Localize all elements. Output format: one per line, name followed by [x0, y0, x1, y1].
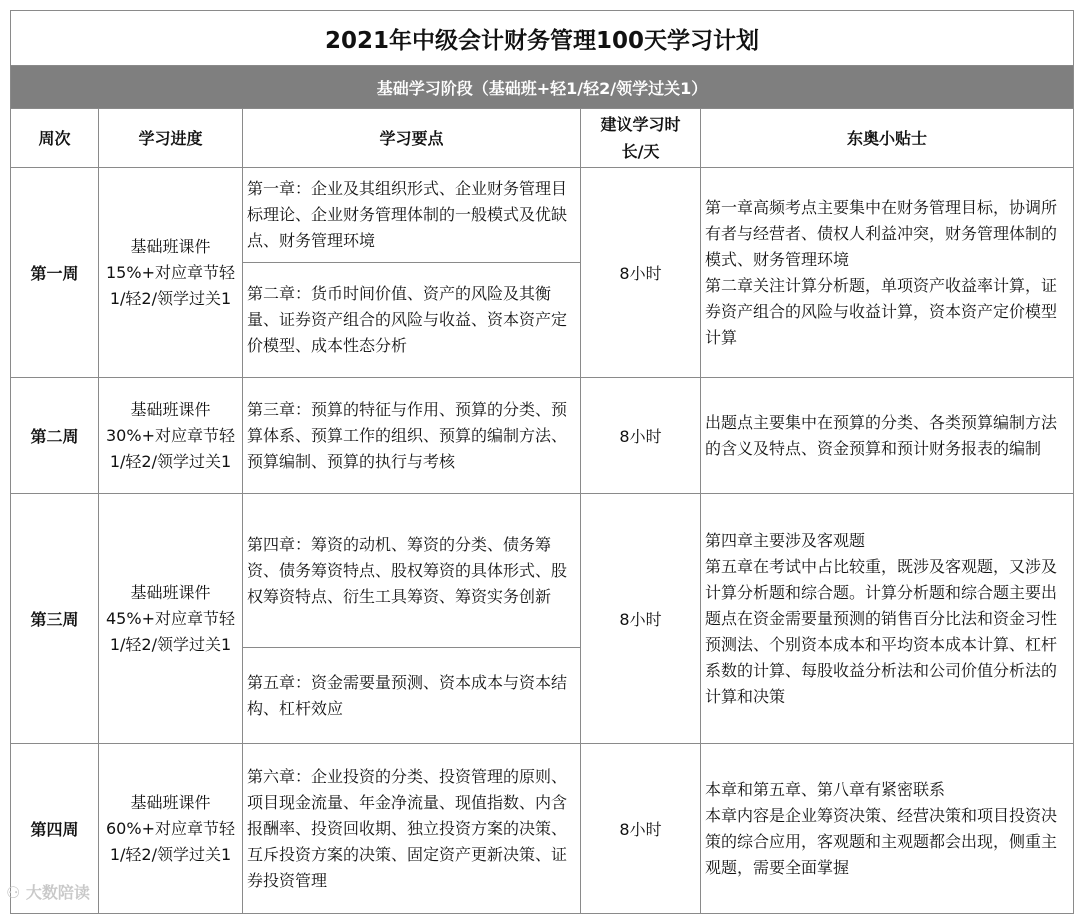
watermark-logo-icon: ⚇ [6, 883, 21, 902]
point-cell: 第一章：企业及其组织形式、企业财务管理目标理论、企业财务管理体制的一般模式及优缺点、财务管理环境 [243, 168, 581, 263]
header-week: 周次 [11, 109, 99, 168]
point-cell: 第三章：预算的特征与作用、预算的分类、预算体系、预算工作的组织、预算的编制方法、预算编制、预算的执行与考核 [243, 378, 581, 494]
tip-line: 本章内容是企业筹资决策、经营决策和项目投资决策的综合应用，客观题和主观题都会出现，侧重主观题，需要全面掌握 [705, 805, 1058, 877]
tip-cell [701, 378, 1074, 494]
tip-cell [701, 744, 1074, 914]
header-points: 学习要点 [243, 109, 581, 168]
week-cell: 第二周 [11, 378, 99, 494]
hours-cell: 8小时 [581, 378, 701, 494]
hours-cell: 8小时 [581, 744, 701, 914]
tip-line: 第一章高频考点主要集中在财务管理目标，协调所有者与经营者、债权人利益冲突，财务管理体制的模式、财务管理环境 [705, 197, 1058, 269]
page-title: 2021年中级会计财务管理100天学习计划 [11, 11, 1074, 66]
progress-cell: 基础班课件45%+对应章节轻1/轻2/领学过关1 [99, 494, 243, 744]
stage-banner: 基础学习阶段（基础班+轻1/轻2/领学过关1） [11, 66, 1074, 109]
tip-line: 第四章主要涉及客观题 [705, 530, 866, 550]
tip-cell [701, 494, 1074, 744]
header-hours: 建议学习时长/天 [581, 109, 701, 168]
week-cell: 第一周 [11, 168, 99, 378]
progress-cell: 基础班课件30%+对应章节轻1/轻2/领学过关1 [99, 378, 243, 494]
point-cell: 第六章：企业投资的分类、投资管理的原则、项目现金流量、年金净流量、现值指数、内含报酬率、投资回收期、独立投资方案的决策、互斥投资方案的决策、固定资产更新决策、证券投资管理 [243, 744, 581, 914]
tip-line: 第二章关注计算分析题，单项资产收益率计算，证券资产组合的风险与收益计算，资本资产定价模型计算 [705, 275, 1058, 347]
tip-line: 出题点主要集中在预算的分类、各类预算编制方法的含义及特点、资金预算和预计财务报表的编制 [705, 412, 1058, 458]
point-cell: 第四章：筹资的动机、筹资的分类、债务筹资、债务筹资特点、股权筹资的具体形式、股权筹资特点、衍生工具筹资、筹资实务创新 [243, 494, 581, 648]
tip-line: 第五章在考试中占比较重，既涉及客观题，又涉及计算分析题和综合题。计算分析题和综合题主要出题点在资金需要量预测的销售百分比法和资金习性预测法、个别资本成本和平均资本成本计算、杠杆系数的计算、每股收益分析法和公司价值分析法的计算和决策 [705, 556, 1058, 706]
point-cell: 第五章：资金需要量预测、资本成本与资本结构、杠杆效应 [243, 648, 581, 744]
header-progress: 学习进度 [99, 109, 243, 168]
progress-cell: 基础班课件15%+对应章节轻1/轻2/领学过关1 [99, 168, 243, 378]
progress-cell: 基础班课件60%+对应章节轻1/轻2/领学过关1 [99, 744, 243, 914]
point-cell: 第二章：货币时间价值、资产的风险及其衡量、证券资产组合的风险与收益、资本资产定价模型、成本性态分析 [243, 263, 581, 378]
study-plan-table [10, 10, 1074, 914]
tip-cell [701, 168, 1074, 378]
tip-line: 本章和第五章、第八章有紧密联系 [705, 779, 946, 799]
hours-cell: 8小时 [581, 168, 701, 378]
watermark-text: 大数陪读 [25, 883, 90, 902]
hours-cell: 8小时 [581, 494, 701, 744]
header-tips: 东奥小贴士 [701, 109, 1074, 168]
week-cell: 第三周 [11, 494, 99, 744]
week-cell: 第四周 [11, 744, 99, 914]
watermark [6, 880, 90, 903]
